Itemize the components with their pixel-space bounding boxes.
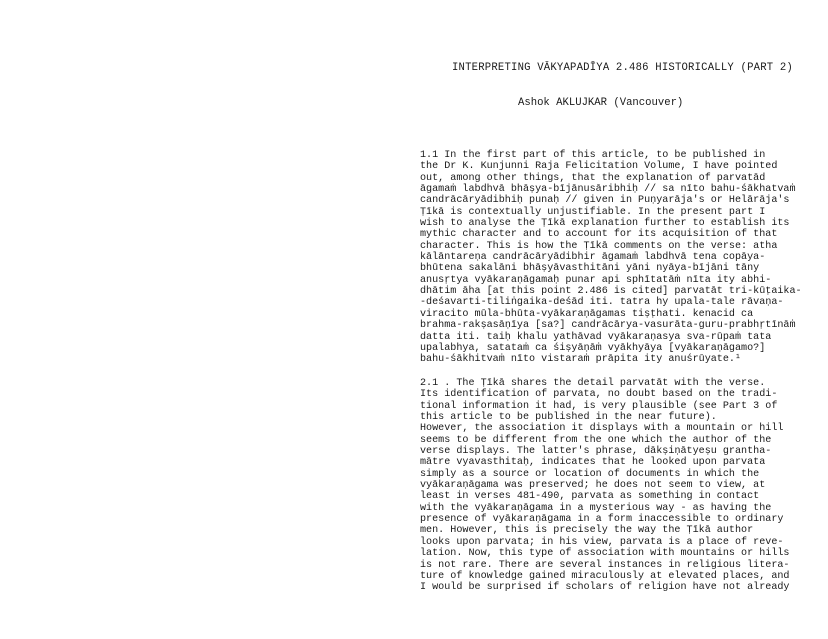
text-line: Ṭīkā is contextually unjustifiable. In the present part I <box>420 206 766 218</box>
text-line: dhātim āha [at this point 2.486 is cited] parvatāt tri-kūṭaika- <box>420 286 802 298</box>
text-line: looks upon parvata; in his view, parvata is a place of reve- <box>420 536 784 548</box>
text-line: the Dr K. Kunjunni Raja Felicitation Volume, I have pointed <box>420 161 778 173</box>
text-line: ture of knowledge gained miraculously at elevated places, and <box>420 570 790 582</box>
text-line: presence of vyākaraṇāgama in a form inaccessible to ordinary <box>420 514 784 526</box>
text-line: seems to be different from the one which the author of the <box>420 434 772 446</box>
text-line: with the vyākaraṇāgama in a mysterious way - as having the <box>420 502 772 514</box>
paragraph-2-1 <box>420 378 815 594</box>
text-line: Its identification of parvata, no doubt based on the tradi- <box>420 389 778 401</box>
text-line: I would be surprised if scholars of religion have not already <box>420 582 790 594</box>
text-line: datta iti. taiḥ khalu yathāvad vyākaraṇasya sva-rūpaṁ tata <box>420 331 772 343</box>
text-line: vyākaraṇāgama was preserved; he does not seem to view, at <box>420 480 766 492</box>
text-line: anusṛtya vyākaraṇāgamaḥ punar api sphītatāṁ nīta ity abhi- <box>420 274 772 286</box>
text-line: -deśavarti-tiliṅgaika-deśād iti. tatra hy upala-tale rāvaṇa- <box>420 297 784 309</box>
text-line: kālāntareṇa candrācāryādibhir āgamaṁ labdhvā tena copāya- <box>420 252 766 264</box>
text-line: candrācāryādibhiḥ punaḥ // given in Puṇyarāja's or Helārāja's <box>420 195 790 207</box>
text-line: tional information it had, is very plausible (see Part 3 of <box>420 400 778 412</box>
article-author: Ashok AKLUJKAR (Vancouver) <box>518 97 684 109</box>
text-line: 2.1 . The Ṭīkā shares the detail parvatāt with the verse. <box>420 378 766 389</box>
text-line: verse displays. The latter's phrase, dākṣiṇātyeṣu grantha- <box>420 446 772 458</box>
text-line: bahu-śākhitvaṁ nīto vistaraṁ prāpita ity anuśrūyate.¹ <box>420 354 742 366</box>
text-line: upalabhya, satataṁ ca śiṣyāṇāṁ vyākhyāya [vyākaraṇāgamo?] <box>420 342 766 354</box>
text-line: character. This is how the Ṭīkā comments on the verse: atha <box>420 240 778 252</box>
text-line: wish to analyse the Ṭīkā explanation further to establish its <box>420 218 790 230</box>
article-title: INTERPRETING VĀKYAPADĪYA 2.486 HISTORICALLY (PART 2) <box>452 62 793 74</box>
text-line: mythic character and to account for its acquisition of that <box>420 229 778 241</box>
text-line: However, the association it displays with a mountain or hill <box>420 423 784 435</box>
paragraph-1-1 <box>420 150 815 366</box>
text-line: lation. Now, this type of association with mountains or hills <box>420 548 790 560</box>
text-line: simply as a source or location of documents in which the <box>420 468 760 480</box>
text-line: out, among other things, that the explanation of parvatād <box>420 172 766 184</box>
text-line: viracito mūla-bhūta-vyākaraṇāgamas tiṣṭhati. kenacid ca <box>420 308 754 320</box>
text-line: least in verses 481-490, parvata as something in contact <box>420 491 760 503</box>
text-line: 1.1 In the first part of this article, to be published in <box>420 150 766 161</box>
text-line: āgamaṁ labdhvā bhāṣya-bījānusāribhiḥ // sa nīto bahu-śākhatvaṁ <box>420 184 796 196</box>
text-line: brahma-rakṣasāṇīya [sa?] candrācārya-vasurāta-guru-prabhṛtīnāṁ <box>420 320 796 332</box>
text-line: bhūtena sakalāni bhāṣyāvasthitāni yāni nyāya-bījāni tāny <box>420 263 760 275</box>
text-line: men. However, this is precisely the way the Ṭīkā author <box>420 525 754 537</box>
text-line: this article to be published in the near future). <box>420 412 717 424</box>
text-line: mātre vyavasthitaḥ, indicates that he looked upon parvata <box>420 457 766 469</box>
text-line: is not rare. There are several instances in religious litera- <box>420 559 790 571</box>
